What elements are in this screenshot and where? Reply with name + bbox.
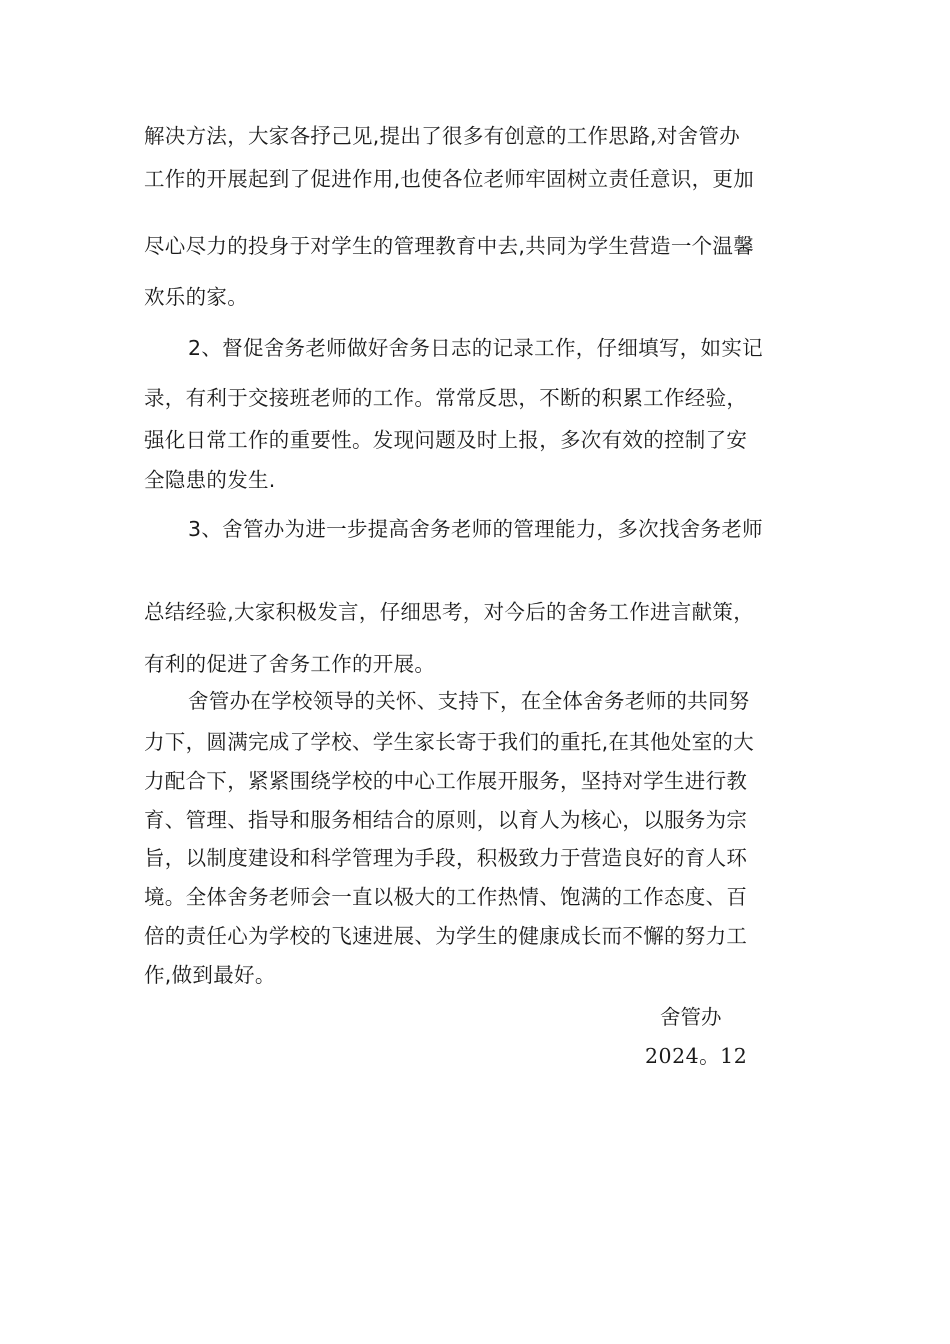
text-line: 旨，以制度建设和科学管理为手段，积极致力于营造良好的育人环 bbox=[144, 846, 748, 870]
text-line: 境。全体舍务老师会一直以极大的工作热情、饱满的工作态度、百 bbox=[144, 885, 748, 909]
text-line: 育、管理、指导和服务相结合的原则，以育人为核心，以服务为宗 bbox=[144, 808, 748, 832]
text-line: 舍管办在学校领导的关怀、支持下，在全体舍务老师的共同努 bbox=[188, 689, 750, 713]
text-line: 2、督促舍务老师做好舍务日志的记录工作，仔细填写，如实记 bbox=[188, 336, 763, 360]
text-line: 力配合下，紧紧围绕学校的中心工作展开服务，坚持对学生进行教 bbox=[144, 769, 748, 793]
text-line: 力下，圆满完成了学校、学生家长寄于我们的重托,在其他处室的大 bbox=[144, 730, 755, 754]
text-line: 尽心尽力的投身于对学生的管理教育中去,共同为学生营造一个温馨 bbox=[144, 234, 755, 258]
text-line: 全隐患的发生. bbox=[144, 468, 276, 492]
text-line: 强化日常工作的重要性。发现问题及时上报，多次有效的控制了安 bbox=[144, 428, 748, 452]
date: 2024。12 bbox=[645, 1044, 748, 1068]
signature: 舍管办 bbox=[660, 1005, 722, 1029]
text-line: 作,做到最好。 bbox=[144, 963, 276, 987]
text-line: 总结经验,大家积极发言，仔细思考，对今后的舍务工作进言献策， bbox=[144, 600, 755, 624]
text-line: 工作的开展起到了促进作用,也使各位老师牢固树立责任意识，更加 bbox=[144, 167, 755, 191]
text-line: 3、舍管办为进一步提高舍务老师的管理能力，多次找舍务老师 bbox=[188, 517, 763, 541]
text-line: 欢乐的家。 bbox=[144, 285, 248, 309]
text-line: 倍的责任心为学校的飞速进展、为学生的健康成长而不懈的努力工 bbox=[144, 924, 748, 948]
text-line: 录，有利于交接班老师的工作。常常反思，不断的积累工作经验， bbox=[144, 386, 748, 410]
text-line: 有利的促进了舍务工作的开展。 bbox=[144, 652, 436, 676]
text-line: 解决方法，大家各抒己见,提出了很多有创意的工作思路,对舍管办 bbox=[144, 124, 741, 148]
